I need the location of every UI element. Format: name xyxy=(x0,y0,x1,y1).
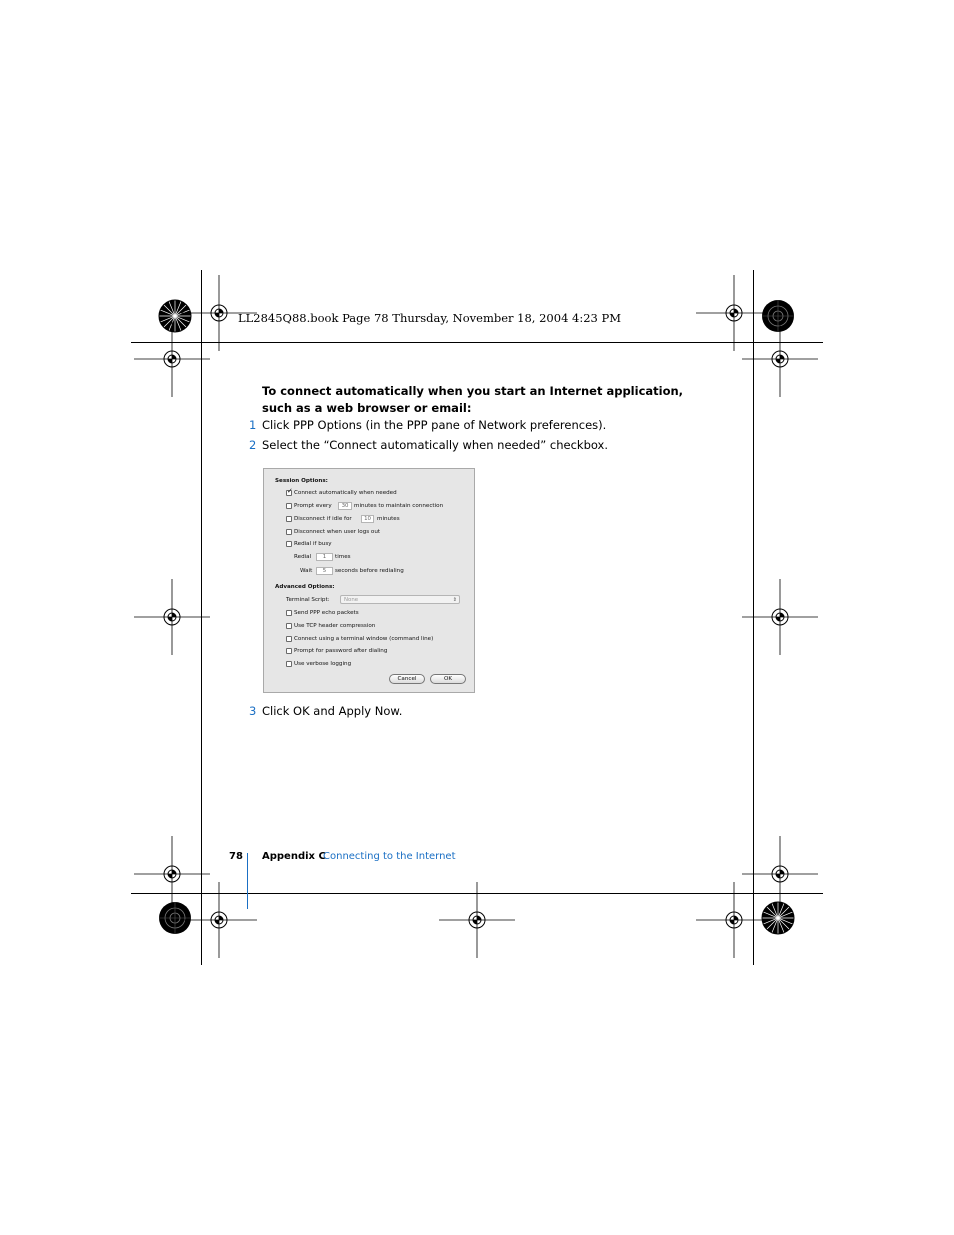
checkmark-icon: ✓ xyxy=(287,487,293,495)
wait-seconds-field[interactable]: 5 xyxy=(316,567,333,575)
redial-busy-checkbox[interactable] xyxy=(286,541,292,547)
wait-suffix: seconds before redialing xyxy=(335,568,404,574)
terminal-script-label: Terminal Script: xyxy=(286,597,330,603)
connect-auto-label: Connect automatically when needed xyxy=(294,490,397,496)
ok-button[interactable]: OK xyxy=(430,674,466,684)
tcp-compression-checkbox[interactable] xyxy=(286,623,292,629)
prompt-every-label: Prompt every xyxy=(294,503,332,509)
appendix-label: Appendix C xyxy=(262,851,326,862)
disconnect-idle-suffix: minutes xyxy=(377,516,400,522)
updown-arrows-icon: ⇕ xyxy=(452,597,457,603)
ppp-options-dialog xyxy=(263,468,475,693)
advanced-options-title: Advanced Options: xyxy=(275,584,335,590)
terminal-window-label: Connect using a terminal window (command line) xyxy=(294,636,434,642)
step-number: 3 xyxy=(249,704,257,718)
procedure-heading: To connect automatically when you start an Internet application, such as a web browser or email: xyxy=(262,384,684,415)
print-slug: LL2845Q88.book Page 78 Thursday, November 18, 2004 4:23 PM xyxy=(238,311,622,325)
terminal-script-value: None xyxy=(344,597,359,603)
wait-label: Wait xyxy=(300,568,313,574)
redial-label: Redial xyxy=(294,554,312,560)
cancel-button[interactable]: Cancel xyxy=(389,674,425,684)
step-text: Select the “Connect automatically when needed” checkbox. xyxy=(262,438,609,452)
footer-divider xyxy=(247,853,248,909)
step-number: 1 xyxy=(249,418,257,432)
redial-suffix: times xyxy=(335,554,351,560)
prompt-password-checkbox[interactable] xyxy=(286,648,292,654)
step-text: Click PPP Options (in the PPP pane of Network preferences). xyxy=(262,418,607,432)
session-options-title: Session Options: xyxy=(275,478,328,484)
terminal-window-checkbox[interactable] xyxy=(286,636,292,642)
disconnect-logout-checkbox[interactable] xyxy=(286,529,292,535)
prompt-every-field[interactable]: 30 xyxy=(338,502,352,510)
verbose-logging-label: Use verbose logging xyxy=(294,661,352,667)
tcp-compression-label: Use TCP header compression xyxy=(294,623,376,629)
step-2 xyxy=(249,438,608,452)
redial-busy-label: Redial if busy xyxy=(294,541,332,547)
send-echo-label: Send PPP echo packets xyxy=(294,610,359,616)
step-text: Click OK and Apply Now. xyxy=(262,704,403,718)
step-3 xyxy=(249,704,402,718)
prompt-password-label: Prompt for password after dialing xyxy=(294,648,388,654)
disconnect-logout-label: Disconnect when user logs out xyxy=(294,529,381,535)
connect-auto-checkbox[interactable] xyxy=(286,487,293,496)
disconnect-idle-checkbox[interactable] xyxy=(286,516,292,522)
terminal-script-select[interactable] xyxy=(340,595,460,604)
prompt-every-checkbox[interactable] xyxy=(286,503,292,509)
disconnect-idle-field[interactable]: 10 xyxy=(361,515,374,523)
redial-times-field[interactable]: 1 xyxy=(316,553,333,561)
disconnect-idle-label: Disconnect if idle for xyxy=(294,516,352,522)
send-echo-checkbox[interactable] xyxy=(286,610,292,616)
step-1 xyxy=(249,418,606,432)
page-number: 78 xyxy=(229,851,243,862)
verbose-logging-checkbox[interactable] xyxy=(286,661,292,667)
prompt-every-suffix: minutes to maintain connection xyxy=(354,503,444,509)
step-number: 2 xyxy=(249,438,257,452)
chapter-title: Connecting to the Internet xyxy=(323,851,456,862)
